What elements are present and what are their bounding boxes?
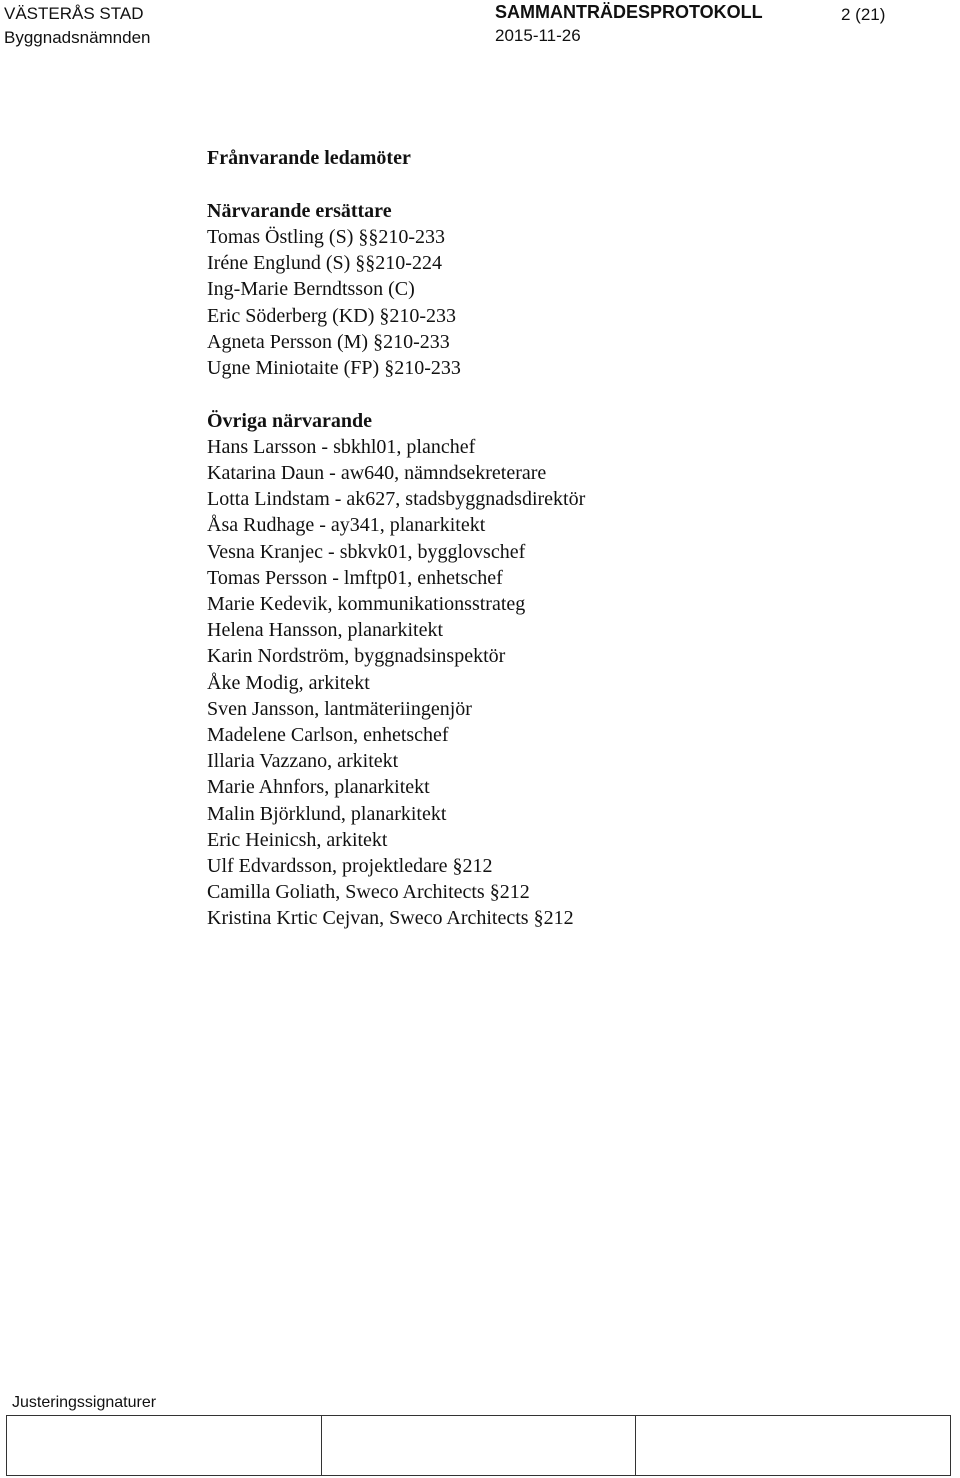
others-present-section (207, 408, 907, 932)
attendee-line: Marie Ahnfors, planarkitekt (207, 776, 430, 799)
attendee-line: Karin Nordström, byggnadsinspektör (207, 645, 506, 668)
attendee-line: Lotta Lindstam - ak627, stadsbyggnadsdirektör (207, 488, 586, 511)
attendee-line: Malin Björklund, planarkitekt (207, 802, 447, 825)
section-heading: Närvarande ersättare (207, 199, 392, 222)
signature-cell (636, 1416, 950, 1475)
attendee-line: Eric Heinicsh, arkitekt (207, 828, 388, 851)
attendee-line: Vesna Kranjec - sbkvk01, bygglovschef (207, 540, 526, 563)
section-heading: Övriga närvarande (207, 409, 372, 432)
committee-name: Byggnadsnämnden (4, 28, 151, 47)
attendee-line: Helena Hansson, planarkitekt (207, 619, 444, 642)
attendee-line: Åke Modig, arkitekt (207, 671, 370, 694)
attendee-line: Iréne Englund (S) §§210-224 (207, 252, 442, 275)
signature-label: Justeringssignaturer (12, 1394, 157, 1411)
meeting-date: 2015-11-26 (495, 26, 581, 45)
attendee-line: Marie Kedevik, kommunikationsstrateg (207, 593, 526, 616)
attendee-line: Tomas Persson - lmftp01, enhetschef (207, 566, 503, 589)
page-number: 2 (21) (841, 5, 886, 24)
org-name: VÄSTERÅS STAD (4, 4, 144, 23)
attendee-line: Katarina Daun - aw640, nämndsekreterare (207, 462, 547, 485)
attendance-content (207, 145, 907, 932)
absent-members-section (207, 145, 907, 171)
attendee-line: Tomas Östling (S) §§210-233 (207, 225, 446, 248)
attendee-line: Sven Jansson, lantmäteriingenjör (207, 697, 472, 720)
substitutes-section (207, 198, 907, 381)
attendee-line: Illaria Vazzano, arkitekt (207, 750, 399, 773)
signature-cell (7, 1416, 322, 1475)
attendee-line: Agneta Persson (M) §210-233 (207, 330, 450, 353)
signature-cell (322, 1416, 637, 1475)
attendee-line: Camilla Goliath, Sweco Architects §212 (207, 881, 530, 904)
attendee-line: Madelene Carlson, enhetschef (207, 724, 449, 747)
attendee-line: Ing-Marie Berndtsson (C) (207, 278, 415, 301)
attendee-line: Eric Söderberg (KD) §210-233 (207, 304, 457, 327)
attendee-line: Hans Larsson - sbkhl01, planchef (207, 435, 476, 458)
attendee-line: Ulf Edvardsson, projektledare §212 (207, 855, 493, 878)
attendee-line: Kristina Krtic Cejvan, Sweco Architects §212 (207, 907, 574, 930)
attendee-line: Åsa Rudhage - ay341, planarkitekt (207, 514, 486, 537)
document-type: SAMMANTRÄDESPROTOKOLL (495, 2, 763, 22)
attendee-line: Ugne Miniotaite (FP) §210-233 (207, 356, 461, 379)
signature-boxes (6, 1415, 951, 1476)
section-heading: Frånvarande ledamöter (207, 147, 411, 169)
